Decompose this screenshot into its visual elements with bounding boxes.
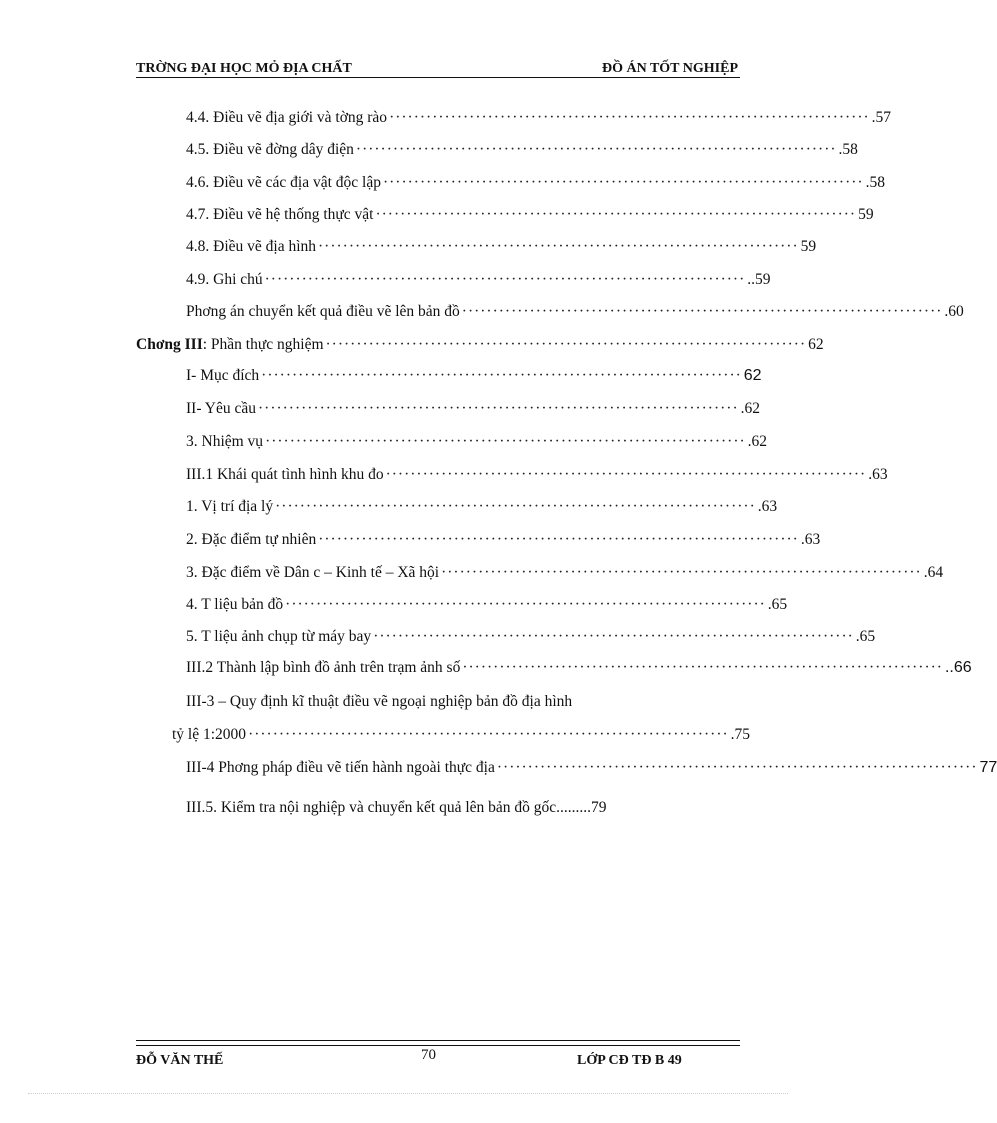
dot-leader: ·············································································· xyxy=(375,206,857,223)
toc-entry-page: .60 xyxy=(944,303,964,320)
toc-entry-page: .63 xyxy=(868,466,888,483)
toc-entry-title: 4.6. Điều vẽ các địa vật độc lập xyxy=(186,174,381,191)
toc-entry xyxy=(186,758,997,778)
footer-page-number: 70 xyxy=(421,1047,436,1063)
toc-entry-page: .65 xyxy=(855,628,876,645)
toc-entry-title: 3. Đặc điểm về Dân c – Kinh tế – Xã hội xyxy=(186,564,440,581)
toc-entry-title: 1. Vị trí địa lý xyxy=(186,498,274,515)
toc-entry xyxy=(186,237,817,257)
toc-entry-page: ..59 xyxy=(747,271,771,288)
toc-entry xyxy=(186,658,972,678)
toc-entry xyxy=(186,270,771,290)
dot-leader: ·············································································· xyxy=(373,628,854,645)
toc-entry xyxy=(186,432,768,452)
toc-entry xyxy=(186,366,762,386)
toc-entry-title: III.2 Thành lập bình đồ ảnh trên trạm ảnh số xyxy=(186,659,461,676)
toc-entry-page: .........79 xyxy=(556,799,607,816)
toc-entry-title: 4. T liệu bản đồ xyxy=(186,596,284,613)
toc-entry-page: .57 xyxy=(871,109,892,126)
footer-double-rule xyxy=(136,1040,740,1046)
dot-leader: ·············································································· xyxy=(318,238,799,255)
toc-entry-title: Phơng án chuyển kết quả điều vẽ lên bản đồ xyxy=(186,303,460,320)
dot-leader: ·············································································· xyxy=(258,400,739,417)
dot-leader: ·············································································· xyxy=(285,596,766,613)
dot-leader: ·············································································· xyxy=(264,271,746,288)
dot-leader: ·············································································· xyxy=(462,659,943,676)
toc-entry-page: 77 xyxy=(979,759,997,776)
toc-entry-page: 62 xyxy=(808,336,824,353)
footer-class: LỚP CĐ TĐ B 49 xyxy=(577,1053,682,1068)
toc-entry-page: .62 xyxy=(747,433,768,450)
toc-entry-page: .58 xyxy=(838,141,858,158)
toc-entry xyxy=(186,399,760,419)
toc-entry xyxy=(186,563,944,583)
dot-leader: ·············································································· xyxy=(325,336,807,353)
toc-entry xyxy=(186,108,892,128)
toc-chapter-entry xyxy=(136,335,824,355)
dot-leader: ·············································································· xyxy=(261,367,742,384)
dot-leader: ·············································································· xyxy=(385,466,867,483)
dot-leader: ·············································································· xyxy=(496,759,978,776)
toc-entry xyxy=(186,173,885,193)
toc-entry-title: III.5. Kiểm tra nội nghiệp và chuyển kết quả lên bản đồ gốc xyxy=(186,799,557,816)
toc-entry-title: III-3 – Quy định kĩ thuật điều vẽ ngoại nghiệp bản đồ địa hình xyxy=(186,693,573,710)
toc-entry xyxy=(186,140,858,160)
toc-entry-title: 4.5. Điều vẽ đờng dây điện xyxy=(186,141,354,158)
toc-entry-page: .62 xyxy=(740,400,760,417)
toc-entry xyxy=(172,725,751,745)
toc-entry-title: 2. Đặc điểm tự nhiên xyxy=(186,531,317,548)
dot-leader: ·············································································· xyxy=(275,498,756,515)
dot-leader: ·············································································· xyxy=(389,109,870,126)
toc-entry-title: III-4 Phơng pháp điều vẽ tiến hành ngoài thực địa xyxy=(186,759,495,776)
toc-entry-title: 5. T liệu ảnh chụp từ máy bay xyxy=(186,628,372,645)
toc-entry xyxy=(186,595,788,615)
dot-leader: ·············································································· xyxy=(318,531,799,548)
toc-entry xyxy=(186,497,778,517)
toc-entry-no-leader xyxy=(186,692,696,712)
toc-entry-title: III.1 Khái quát tình hình khu đo xyxy=(186,466,384,483)
dot-leader: ·············································································· xyxy=(441,564,922,581)
toc-entry xyxy=(186,205,874,225)
dot-leader: ·············································································· xyxy=(265,433,746,450)
toc-entry-page: .63 xyxy=(757,498,778,515)
toc-entry-page: 59 xyxy=(858,206,874,223)
toc-entry xyxy=(186,798,710,818)
chapter-title: : Phần thực nghiệm xyxy=(202,336,324,353)
toc-entry-page: .75 xyxy=(730,726,751,743)
page-bottom-edge xyxy=(28,1093,788,1094)
dot-leader: ·············································································· xyxy=(355,141,837,158)
toc-entry-page: .64 xyxy=(923,564,944,581)
toc-entry-page: .63 xyxy=(800,531,821,548)
toc-entry-title xyxy=(136,335,324,355)
toc-entry-page: ..66 xyxy=(944,659,972,676)
toc-entry-title: 4.8. Điều vẽ địa hình xyxy=(186,238,317,255)
dot-leader: ·············································································· xyxy=(248,726,729,743)
toc-entry xyxy=(186,627,876,647)
dot-leader: ·············································································· xyxy=(382,174,864,191)
toc-entry-title: II- Yêu cầu xyxy=(186,400,256,417)
header-school: TRỜNG ĐẠI HỌC MỎ ĐỊA CHẤT xyxy=(136,61,352,76)
toc-entry xyxy=(186,302,964,322)
footer-author: ĐỖ VĂN THẾ xyxy=(136,1053,224,1068)
toc-entry-page: .58 xyxy=(865,174,885,191)
toc-entry-title: 4.7. Điều vẽ hệ thống thực vật xyxy=(186,206,374,223)
toc-entry xyxy=(186,530,821,550)
toc-entry-page: 59 xyxy=(800,238,817,255)
page-header xyxy=(136,61,740,78)
toc-entry-title: 4.4. Điều vẽ địa giới và tờng rào xyxy=(186,109,388,126)
toc-entry-title: 4.9. Ghi chú xyxy=(186,271,263,288)
dot-leader: ·············································································· xyxy=(461,303,943,320)
toc-entry-title: tỷ lệ 1:2000 xyxy=(172,726,247,743)
toc-entry-title: 3. Nhiệm vụ xyxy=(186,433,264,450)
toc-entry-page: .65 xyxy=(767,596,788,613)
toc-entry xyxy=(186,465,888,485)
toc-entry-title: I- Mục đích xyxy=(186,367,260,384)
header-doc-type: ĐỒ ÁN TỐT NGHIỆP xyxy=(601,61,738,76)
toc-entry-page: 62 xyxy=(743,367,762,384)
chapter-label: Chơng III xyxy=(136,336,203,353)
